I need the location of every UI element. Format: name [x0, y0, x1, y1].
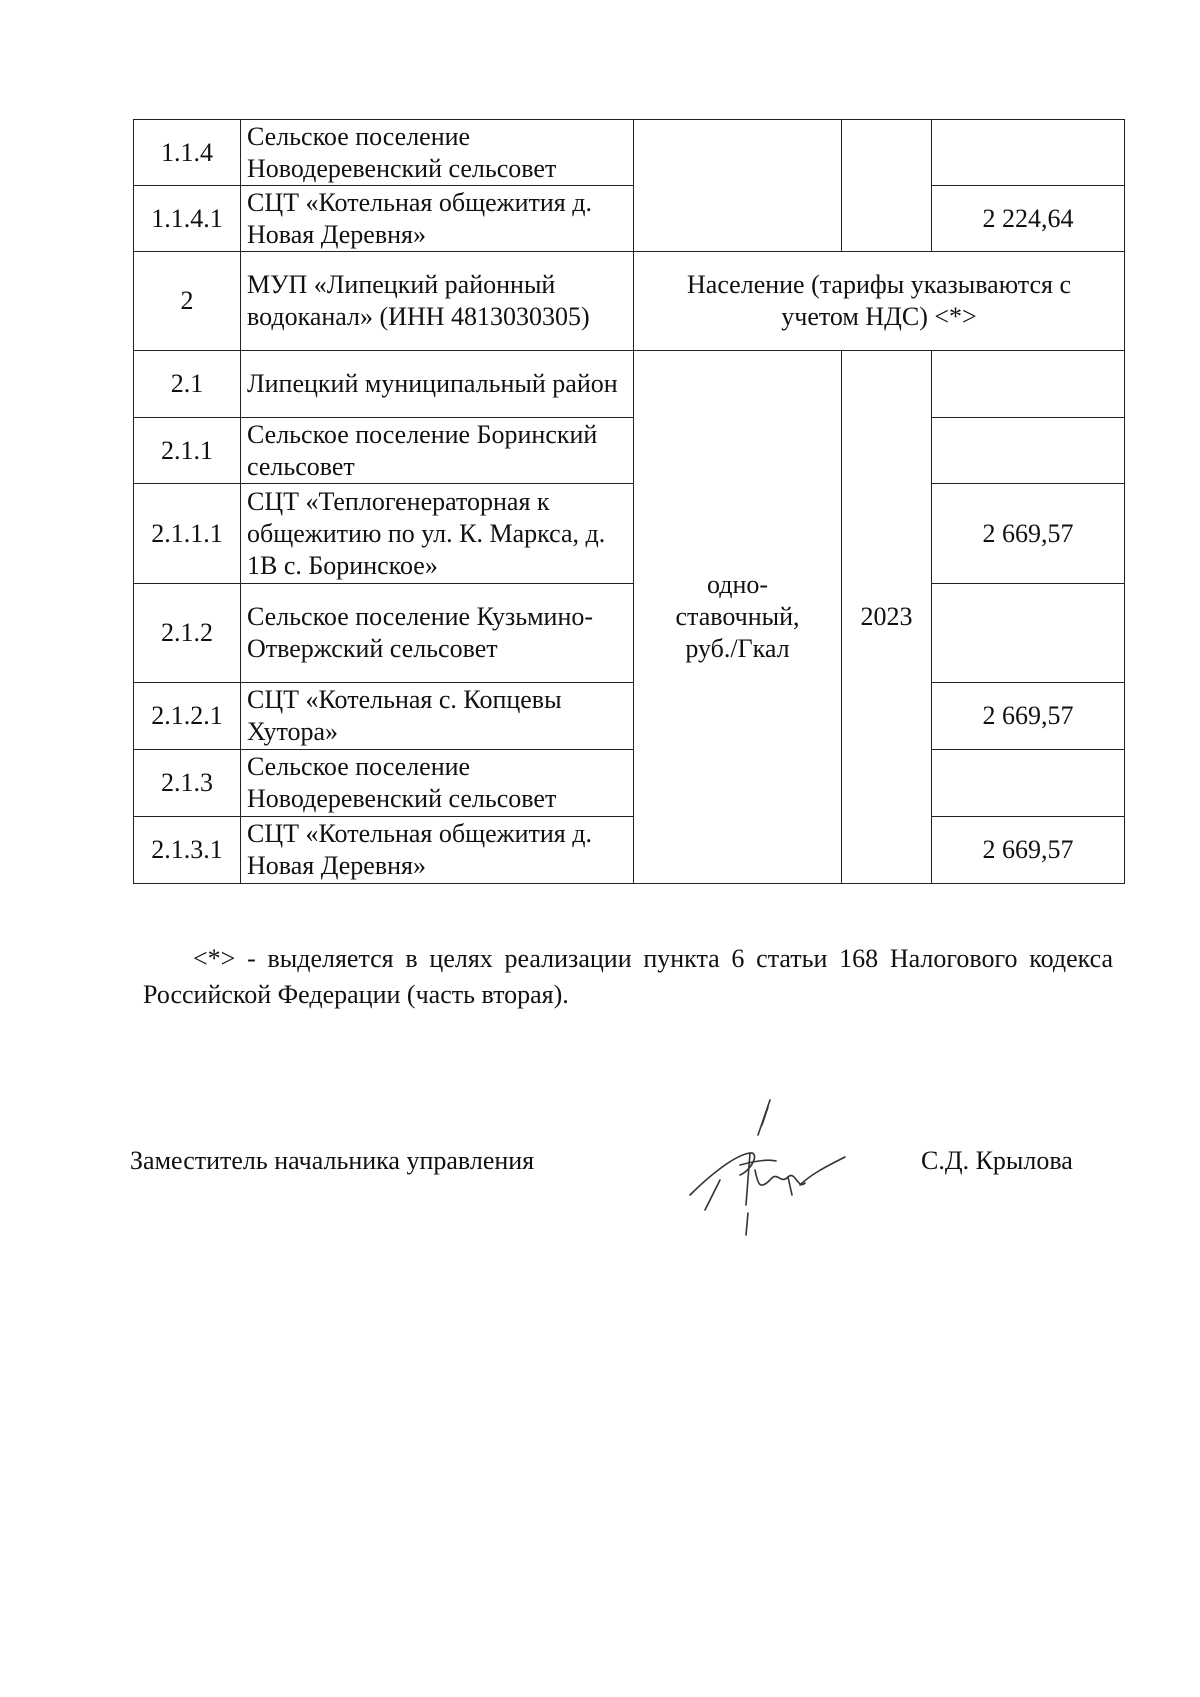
tariff-type-cell [634, 120, 842, 252]
row-number: 1.1.4 [134, 120, 241, 186]
row-number: 2.1.3.1 [134, 817, 241, 884]
row-number: 2.1 [134, 351, 241, 418]
row-value: 2 669,57 [932, 484, 1125, 584]
row-name: Сельское поселение Новодеревенский сельсовет [241, 120, 634, 186]
tariff-type-cell: одно-ставочный, руб./Гкал [634, 351, 842, 884]
row-number: 2.1.2 [134, 584, 241, 683]
signatory-name: С.Д. Крылова [921, 1146, 1073, 1175]
table-row [134, 750, 1125, 817]
row-name: Липецкий муниципальный район [241, 351, 634, 418]
row-value [932, 584, 1125, 683]
signature-mark [680, 1095, 860, 1240]
row-name: СЦТ «Котельная общежития д. Новая Деревня» [241, 817, 634, 884]
footnote: <*> - выделяется в целях реализации пункта 6 статьи 168 Налогового кодекса Российской Федерации (часть вторая). [143, 944, 1113, 1009]
table-row [134, 418, 1125, 484]
row-name: СЦТ «Теплогенераторная к общежитию по ул. К. Маркса, д. 1В с. Боринское» [241, 484, 634, 584]
table-row [134, 484, 1125, 584]
row-name: МУП «Липецкий районный водоканал» (ИНН 4813030305) [241, 252, 634, 351]
row-value [932, 750, 1125, 817]
table-row [134, 252, 1125, 351]
row-value: 2 224,64 [932, 186, 1125, 252]
row-number: 2.1.1.1 [134, 484, 241, 584]
table-row [134, 186, 1125, 252]
row-number: 2.1.3 [134, 750, 241, 817]
year-cell: 2023 [842, 351, 932, 884]
row-name: Сельское поселение Новодеревенский сельсовет [241, 750, 634, 817]
table-row [134, 683, 1125, 750]
row-value: 2 669,57 [932, 817, 1125, 884]
row-number: 2.1.2.1 [134, 683, 241, 750]
table-row [134, 120, 1125, 186]
row-value [932, 120, 1125, 186]
year-cell [842, 120, 932, 252]
row-name: Сельское поселение Боринский сельсовет [241, 418, 634, 484]
row-number: 2 [134, 252, 241, 351]
row-number: 1.1.4.1 [134, 186, 241, 252]
table-row [134, 351, 1125, 418]
row-name: СЦТ «Котельная с. Копцевы Хутора» [241, 683, 634, 750]
row-value [932, 418, 1125, 484]
tariff-table [133, 119, 1125, 884]
population-note-cell: Население (тарифы указываются с учетом НДС) <*> [634, 252, 1125, 351]
table-row [134, 817, 1125, 884]
row-name: Сельское поселение Кузьмино-Отвержский сельсовет [241, 584, 634, 683]
row-number: 2.1.1 [134, 418, 241, 484]
row-name: СЦТ «Котельная общежития д. Новая Деревня» [241, 186, 634, 252]
table-row [134, 584, 1125, 683]
row-value: 2 669,57 [932, 683, 1125, 750]
row-value [932, 351, 1125, 418]
signatory-position: Заместитель начальника управления [130, 1146, 535, 1175]
